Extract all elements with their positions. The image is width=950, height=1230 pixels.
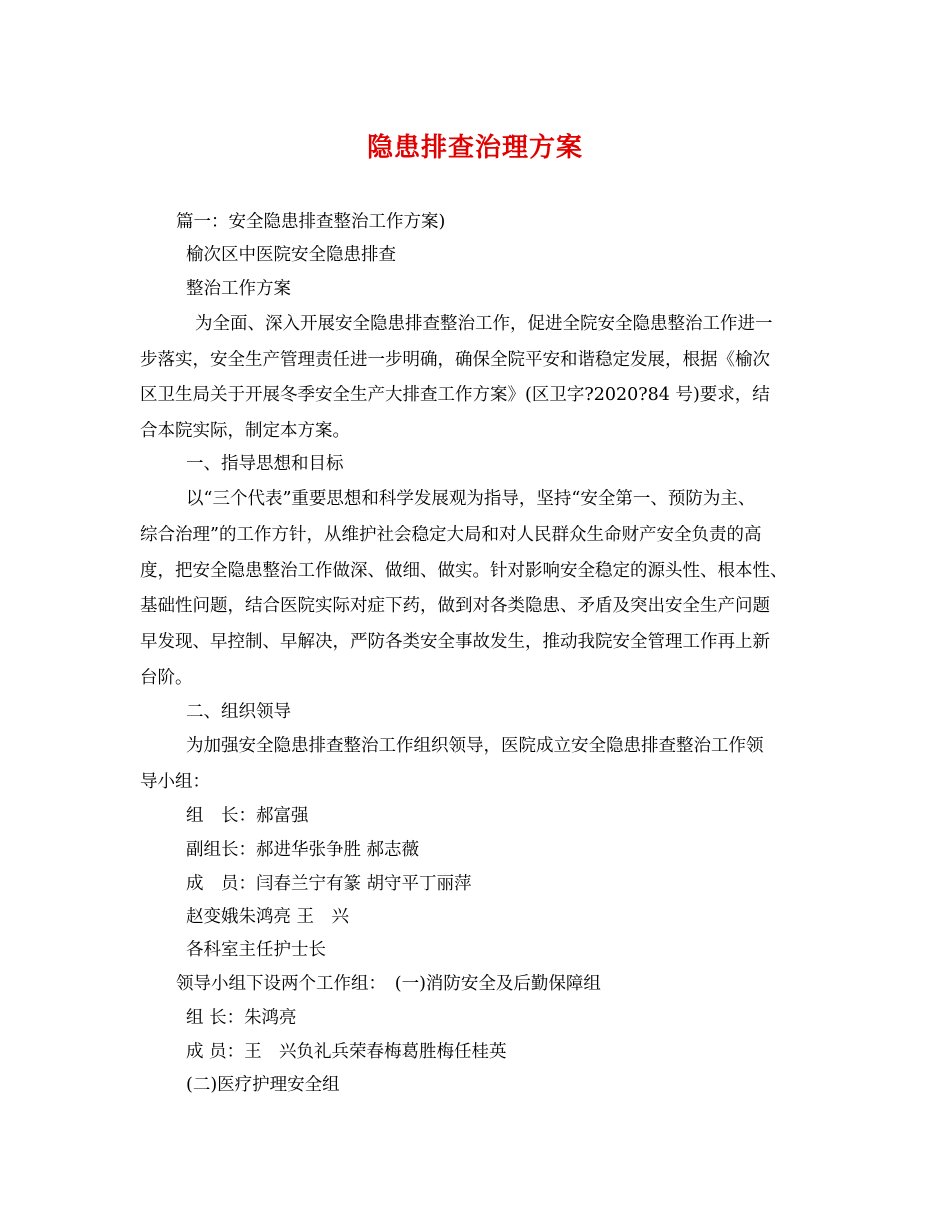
text-line: 榆次区中医院安全隐患排查 xyxy=(186,245,396,265)
text-line: 台阶。 xyxy=(140,668,193,688)
text-line: 成 员：闫春兰宁有篆 胡守平丁丽萍 xyxy=(186,874,472,894)
document-title: 隐患排查治理方案 xyxy=(366,133,583,163)
text-line: 为加强安全隐患排查整治工作组织领导，医院成立安全隐患排查整治工作领 xyxy=(186,736,764,756)
text-line: 为全面、深入开展安全隐患排查整治工作，促进全院安全隐患整治工作进一 xyxy=(195,314,773,334)
text-line: 以“三个代表”重要思想和科学发展观为指导，坚持“安全第一、预防为主、 xyxy=(186,489,756,509)
text-line: 合本院实际，制定本方案。 xyxy=(140,421,350,441)
text-line: 领导小组下设两个工作组： (一)消防安全及后勤保障组 xyxy=(176,974,601,994)
text-line: 组 长：朱鸿亮 xyxy=(186,1008,297,1028)
text-line: 各科室主任护士长 xyxy=(186,940,326,960)
text-line: 导小组： xyxy=(140,772,210,792)
text-line: 一、指导思想和目标 xyxy=(186,454,344,474)
text-line: (二)医疗护理安全组 xyxy=(186,1075,340,1095)
text-line: 区卫生局关于开展冬季安全生产大排查工作方案》(区卫字?2020?84 号)要求，结 xyxy=(140,385,770,405)
text-line: 二、组织领导 xyxy=(186,702,291,722)
text-line: 基础性问题，结合医院实际对症下药，做到对各类隐患、矛盾及突出安全生产问题 xyxy=(140,596,770,616)
text-line: 成 员：王 兴负礼兵荣春梅葛胜梅任桂英 xyxy=(186,1042,507,1062)
text-line: 组 长：郝富强 xyxy=(186,806,309,826)
text-line: 早发现、早控制、早解决，严防各类安全事故发生，推动我院安全管理工作再上新 xyxy=(140,632,770,652)
text-line: 整治工作方案 xyxy=(186,279,291,299)
text-line: 篇一：安全隐患排查整治工作方案) xyxy=(176,212,446,232)
text-line: 综合治理”的工作方针，从维护社会稳定大局和对人民群众生命财产安全负责的高 xyxy=(140,525,762,545)
text-line: 赵变娥朱鸿亮 王 兴 xyxy=(186,907,350,927)
text-line: 副组长：郝进华张争胜 郝志薇 xyxy=(186,840,420,860)
text-line: 步落实，安全生产管理责任进一步明确，确保全院平安和谐稳定发展，根据《榆次 xyxy=(140,350,770,370)
text-line: 度，把安全隐患整治工作做深、做细、做实。针对影响安全稳定的源头性、根本性、 xyxy=(140,561,788,581)
